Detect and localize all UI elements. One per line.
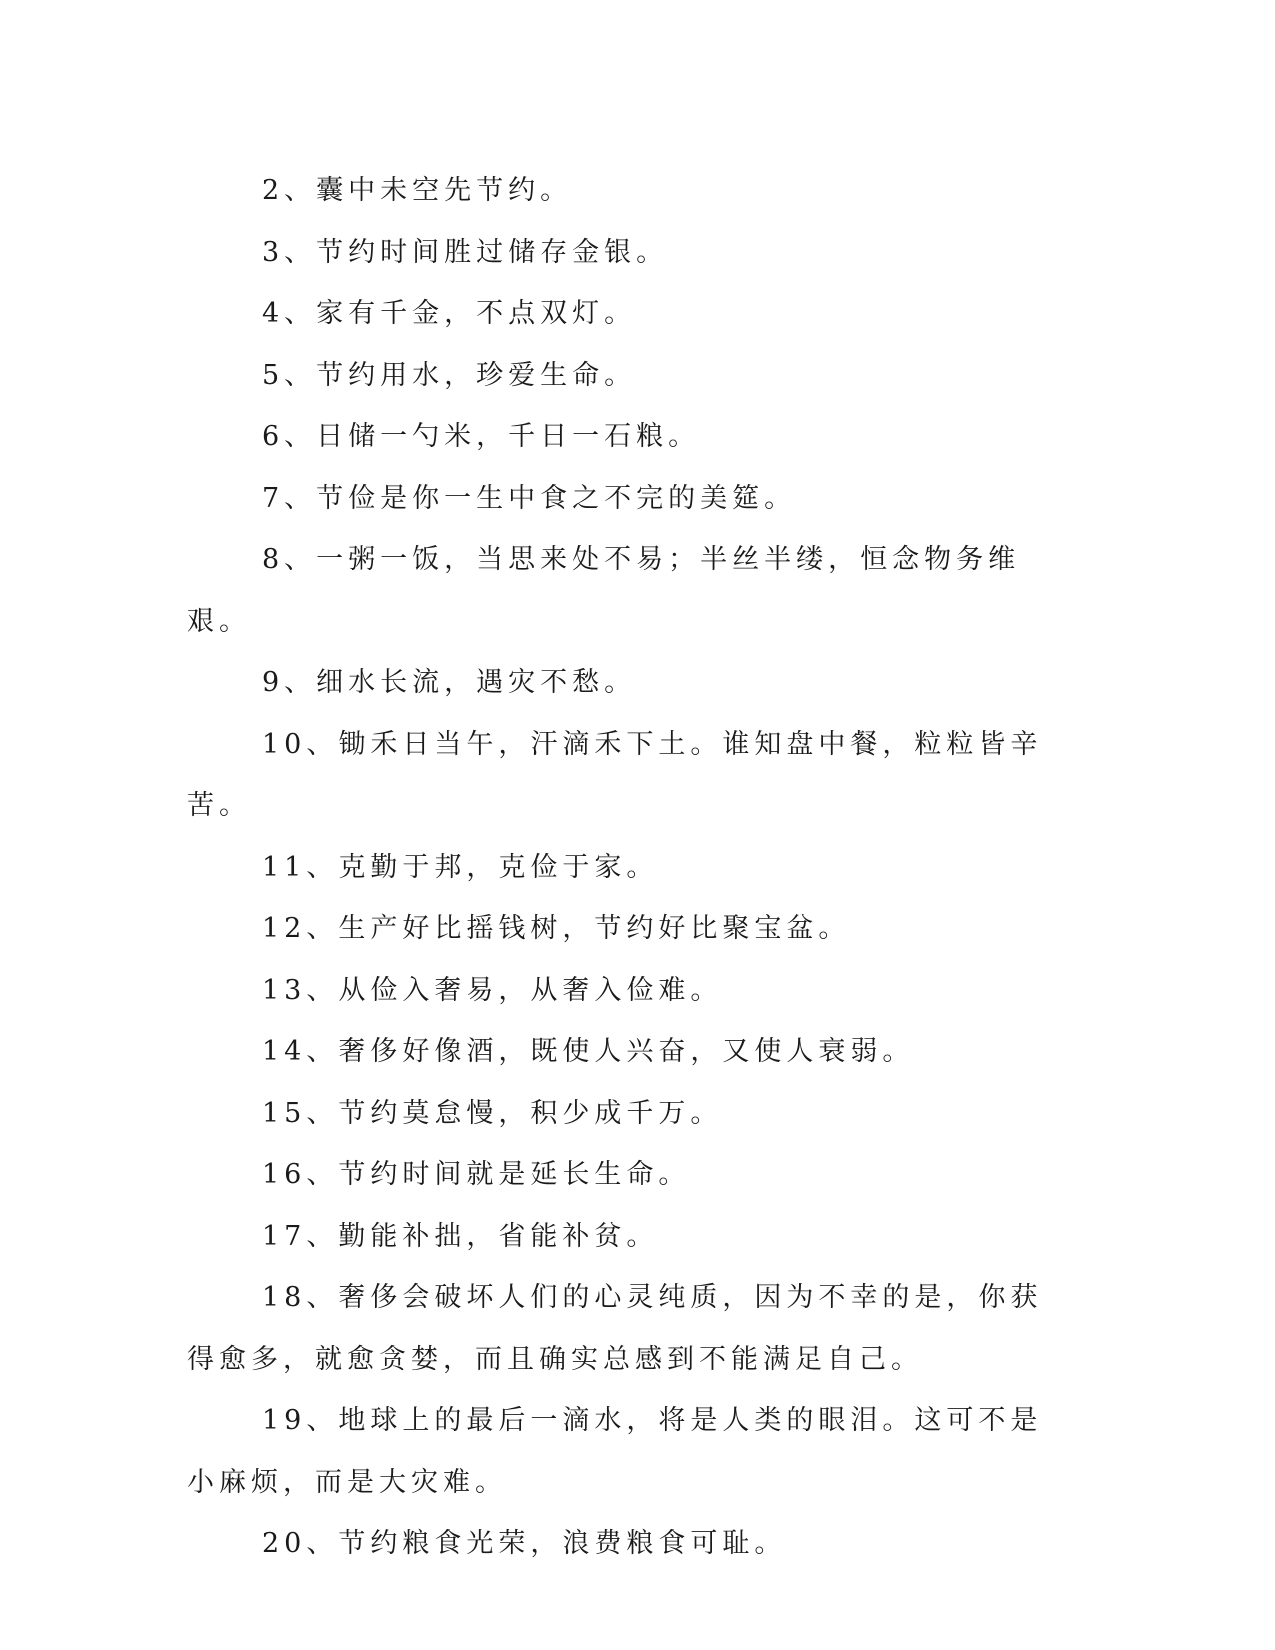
list-item: 7、节俭是你一生中食之不完的美筵。: [262, 482, 797, 514]
list-item: 6、日储一勺米，千日一石粮。: [262, 421, 701, 452]
document-body: [187, 160, 1067, 1575]
list-item: 19、地球上的最后一滴水，将是人类的眼泪。这可不是小麻烦，而是大灾难。: [187, 1405, 1043, 1498]
list-item: 20、节约粮食光荣，浪费粮食可耻。: [262, 1528, 787, 1559]
list-item: 14、奢侈好像酒，既使人兴奋，又使人衰弱。: [262, 1036, 915, 1067]
list-item: 8、一粥一饭，当思来处不易；半丝半缕，恒念物务维艰。: [187, 544, 1021, 637]
list-item: 18、奢侈会破坏人们的心灵纯质，因为不幸的是，你获得愈多，就愈贪婪，而且确实总感到不能满足自己。: [187, 1282, 1043, 1375]
list-item: 5、节约用水，珍爱生命。: [262, 359, 637, 391]
list-item: 11、克勤于邦，克俭于家。: [262, 851, 659, 883]
list-item: 17、勤能补拙，省能补贫。: [262, 1220, 659, 1252]
list-item: 2、囊中未空先节约。: [262, 175, 573, 206]
list-item: 4、家有千金，不点双灯。: [262, 298, 637, 329]
list-item: 3、节约时间胜过储存金银。: [262, 236, 669, 268]
list-item: 13、从俭入奢易，从奢入俭难。: [262, 974, 723, 1006]
list-item: 9、细水长流，遇灾不愁。: [262, 667, 637, 698]
list-item: 12、生产好比摇钱树，节约好比聚宝盆。: [262, 913, 851, 944]
list-item: 16、节约时间就是延长生命。: [262, 1159, 691, 1190]
list-item: 10、锄禾日当午，汗滴禾下土。谁知盘中餐，粒粒皆辛苦。: [187, 728, 1043, 821]
list-item: 15、节约莫怠慢，积少成千万。: [262, 1097, 723, 1129]
